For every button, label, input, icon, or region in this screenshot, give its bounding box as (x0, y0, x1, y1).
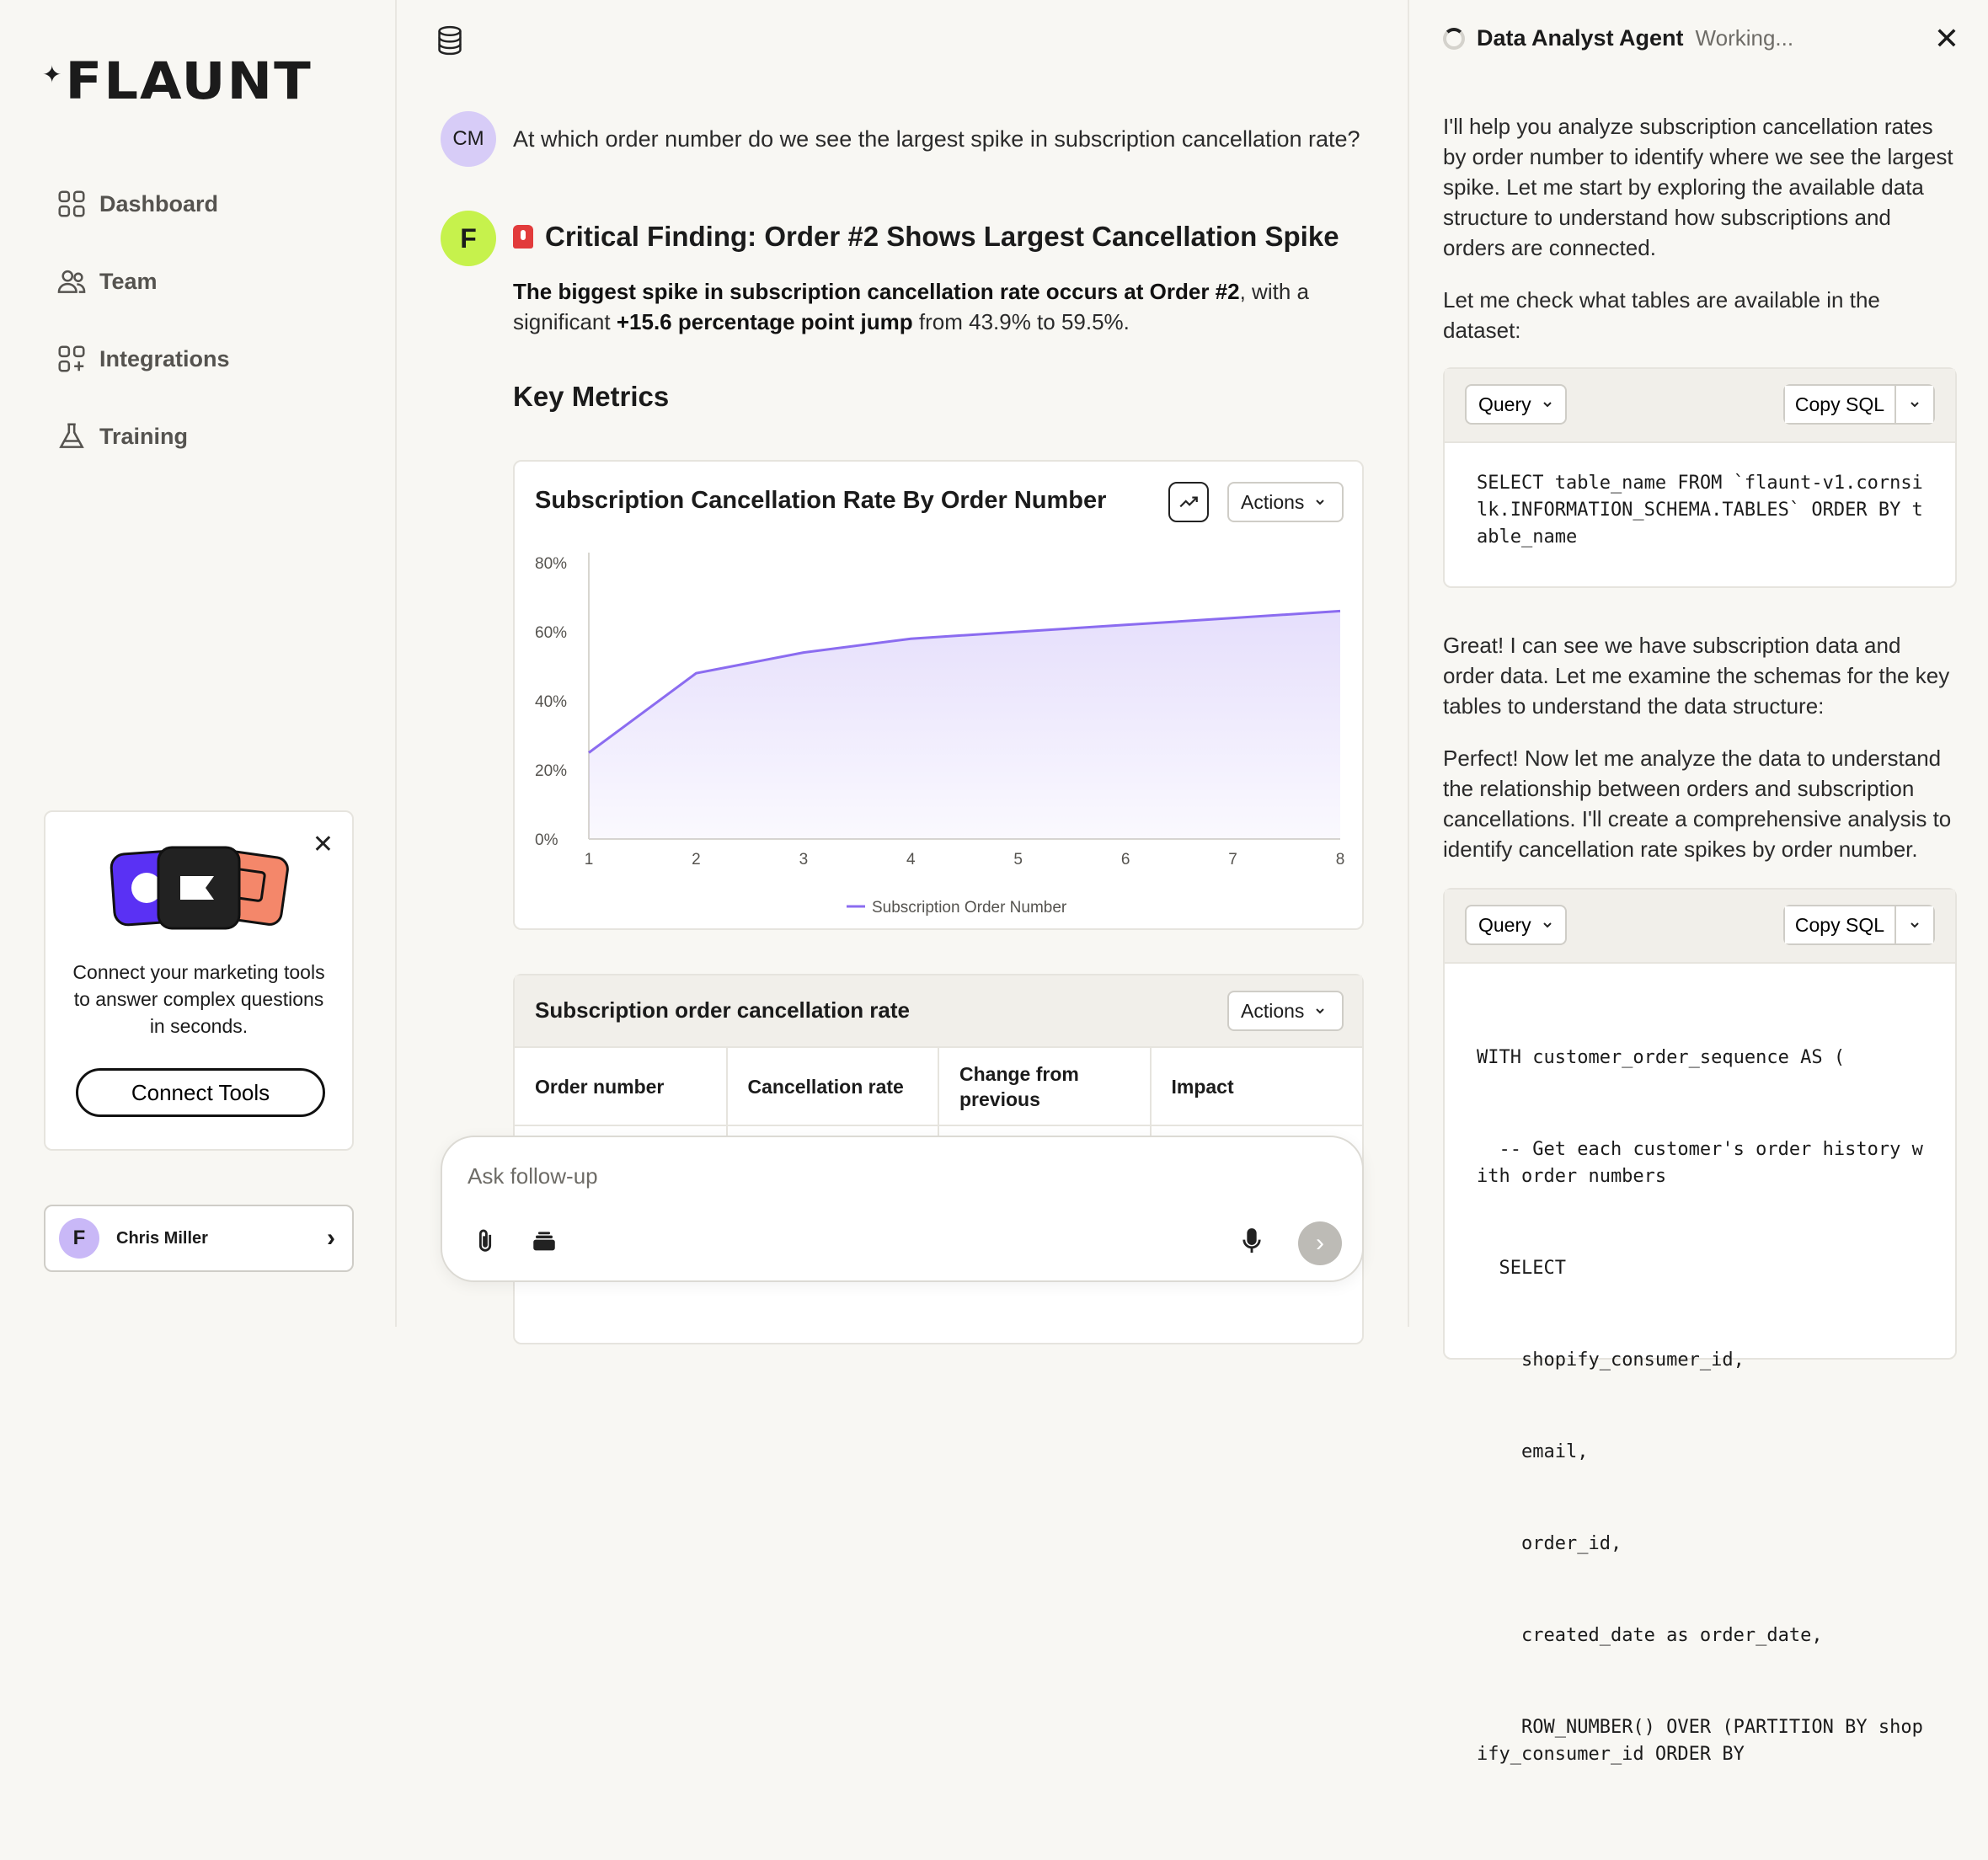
chart-title: Subscription Cancellation Rate By Order Number (535, 487, 1106, 515)
x-tick-label: 4 (906, 851, 916, 869)
sidebar-item-training[interactable] (56, 398, 230, 475)
x-tick-label: 7 (1228, 851, 1237, 869)
chevron-down-icon (1542, 919, 1553, 931)
column-header[interactable]: Order number (515, 1048, 727, 1125)
send-arrow-icon: › (1316, 1229, 1324, 1258)
sql-toolbar (1445, 369, 1955, 443)
sidebar-item-integrations[interactable] (56, 320, 230, 398)
agent-panel (1408, 0, 1988, 1327)
sql-line: -- Get each customer's order history with order numbers (1477, 1136, 1923, 1190)
x-tick-label: 1 (585, 851, 594, 869)
answer-text: from 43.9% to 59.5%. (913, 309, 1130, 334)
agent-message: I'll help you analyze subscription cancellation rates by order number to identify where we see the largest spike. Let me start by exploring the available data structure to understand how subscriptions and orders are connected. (1443, 111, 1957, 263)
query-label: Query (1478, 914, 1531, 937)
sidebar-item-dashboard[interactable] (56, 165, 230, 243)
connect-tools-card (44, 810, 354, 1151)
microphone-icon[interactable] (1237, 1227, 1266, 1255)
copy-sql-group (1783, 384, 1935, 425)
sql-card (1443, 888, 1957, 1360)
copy-sql-dropdown[interactable] (1896, 386, 1933, 423)
y-tick-label: 80% (535, 555, 567, 573)
sidebar-item-label: Dashboard (99, 191, 218, 217)
question-text: At which order number do we see the largest spike in subscription cancellation rate? (513, 126, 1360, 152)
chart-card (513, 460, 1364, 930)
user-menu[interactable] (44, 1205, 354, 1272)
legend-label: Subscription Order Number (872, 899, 1067, 917)
sql-line: email, (1477, 1439, 1923, 1466)
column-header[interactable]: Impact (1151, 1048, 1363, 1125)
sparkle-icon: ✦ (42, 61, 61, 88)
stack-icon[interactable] (530, 1227, 558, 1255)
y-tick-label: 20% (535, 762, 567, 780)
panel-status: Working... (1696, 25, 1794, 51)
avatar: F (59, 1218, 99, 1259)
answer-bold: +15.6 percentage point jump (617, 309, 913, 334)
answer-title-text: Critical Finding: Order #2 Shows Largest Cancellation Spike (545, 221, 1339, 253)
copy-sql-button[interactable]: Copy SQL (1785, 906, 1896, 943)
follow-up-composer (441, 1136, 1364, 1282)
grid-icon (56, 188, 88, 220)
sql-line: WITH customer_order_sequence AS ( (1477, 1045, 1923, 1072)
x-tick-label: 3 (799, 851, 809, 869)
integrations-icon (56, 343, 88, 375)
user-message (441, 111, 1360, 167)
follow-up-input[interactable] (468, 1159, 1226, 1193)
sql-code[interactable]: SELECT table_name FROM `flaunt-v1.cornsilk.INFORMATION_SCHEMA.TABLES` ORDER BY table_name (1445, 443, 1955, 578)
promo-text: Connect your marketing tools to answer complex questions in seconds. (71, 959, 327, 1040)
answer-body (513, 276, 1355, 337)
actions-label: Actions (1241, 1000, 1304, 1023)
chevron-down-icon (1314, 496, 1326, 508)
x-tick-label: 6 (1121, 851, 1130, 869)
table-actions-button[interactable] (1227, 991, 1344, 1031)
sidebar-nav (56, 165, 230, 475)
copy-sql-dropdown[interactable] (1896, 906, 1933, 943)
sql-code[interactable] (1445, 964, 1955, 1860)
answer-bold: The biggest spike in subscription cancellation rate occurs at Order #2 (513, 279, 1240, 304)
x-tick-label: 5 (1013, 851, 1023, 869)
paperclip-icon[interactable] (471, 1227, 500, 1255)
flaunt-logo[interactable] (42, 51, 313, 113)
chevron-down-icon (1909, 919, 1921, 931)
answer-title (513, 221, 1339, 253)
x-tick-label: 2 (692, 851, 701, 869)
sql-line: SELECT (1477, 1255, 1923, 1282)
sql-line: order_id, (1477, 1531, 1923, 1558)
agent-message: Let me check what tables are available in the dataset: (1443, 285, 1957, 345)
y-tick-label: 60% (535, 624, 567, 642)
copy-sql-button[interactable]: Copy SQL (1785, 386, 1896, 423)
siren-icon (513, 225, 533, 249)
sidebar-item-label: Team (99, 269, 158, 295)
assistant-avatar: F (441, 211, 496, 266)
flask-icon (56, 420, 88, 452)
answer-text: , with a significant (513, 279, 1309, 334)
loading-spinner-icon (1443, 28, 1465, 50)
users-icon (56, 265, 88, 297)
trend-icon (1178, 491, 1200, 513)
sidebar-item-label: Training (99, 424, 188, 450)
series-area (589, 611, 1340, 839)
query-dropdown[interactable] (1465, 905, 1567, 945)
chevron-down-icon (1542, 398, 1553, 410)
database-icon[interactable] (436, 25, 464, 56)
send-button[interactable] (1298, 1221, 1342, 1265)
chevron-down-icon (1314, 1005, 1326, 1017)
y-tick-label: 40% (535, 693, 567, 711)
table-header-bar (515, 975, 1362, 1048)
x-tick-label: 8 (1336, 851, 1345, 869)
column-header[interactable]: Change from previous (938, 1048, 1151, 1125)
copy-sql-group (1783, 905, 1935, 945)
y-tick-label: 0% (535, 831, 558, 849)
avatar: CM (441, 111, 496, 167)
chart-actions-button[interactable] (1227, 482, 1344, 522)
actions-label: Actions (1241, 491, 1304, 514)
query-dropdown[interactable] (1465, 384, 1567, 425)
panel-title: Data Analyst Agent (1477, 25, 1684, 51)
agent-message: Great! I can see we have subscription data and order data. Let me examine the schemas for the key tables to understand the data structure: (1443, 630, 1957, 721)
close-icon[interactable]: ✕ (313, 832, 334, 858)
cancellation-rate-chart (515, 529, 1362, 925)
agent-message: Perfect! Now let me analyze the data to understand the relationship between orders and subscription cancellations. I'll create a comprehensive analysis to identify cancellation rate spikes by order number. (1443, 743, 1957, 864)
section-title: Key Metrics (513, 381, 669, 413)
logo-text: FLAUNT (65, 52, 312, 111)
chevron-down-icon (1909, 398, 1921, 410)
sidebar-item-label: Integrations (99, 346, 230, 372)
panel-header (1443, 25, 1793, 51)
connect-tools-button[interactable]: Connect Tools (76, 1068, 325, 1117)
user-name: Chris Miller (116, 1229, 327, 1248)
sidebar-item-team[interactable] (56, 243, 230, 320)
sql-line: ROW_NUMBER() OVER (PARTITION BY shopify_consumer_id ORDER BY (1477, 1714, 1923, 1768)
app-logos-icon (106, 842, 295, 935)
query-label: Query (1478, 393, 1531, 416)
close-icon[interactable]: ✕ (1934, 24, 1959, 54)
column-header[interactable]: Cancellation rate (727, 1048, 939, 1125)
chart-type-button[interactable] (1168, 482, 1209, 522)
table-title: Subscription order cancellation rate (535, 997, 910, 1024)
sql-line: shopify_consumer_id, (1477, 1347, 1923, 1374)
sidebar (0, 0, 397, 1327)
chat-main (398, 0, 1409, 1327)
chevron-right-icon: › (327, 1224, 335, 1253)
sql-toolbar (1445, 890, 1955, 964)
sql-card (1443, 367, 1957, 588)
sql-line: created_date as order_date, (1477, 1622, 1923, 1649)
